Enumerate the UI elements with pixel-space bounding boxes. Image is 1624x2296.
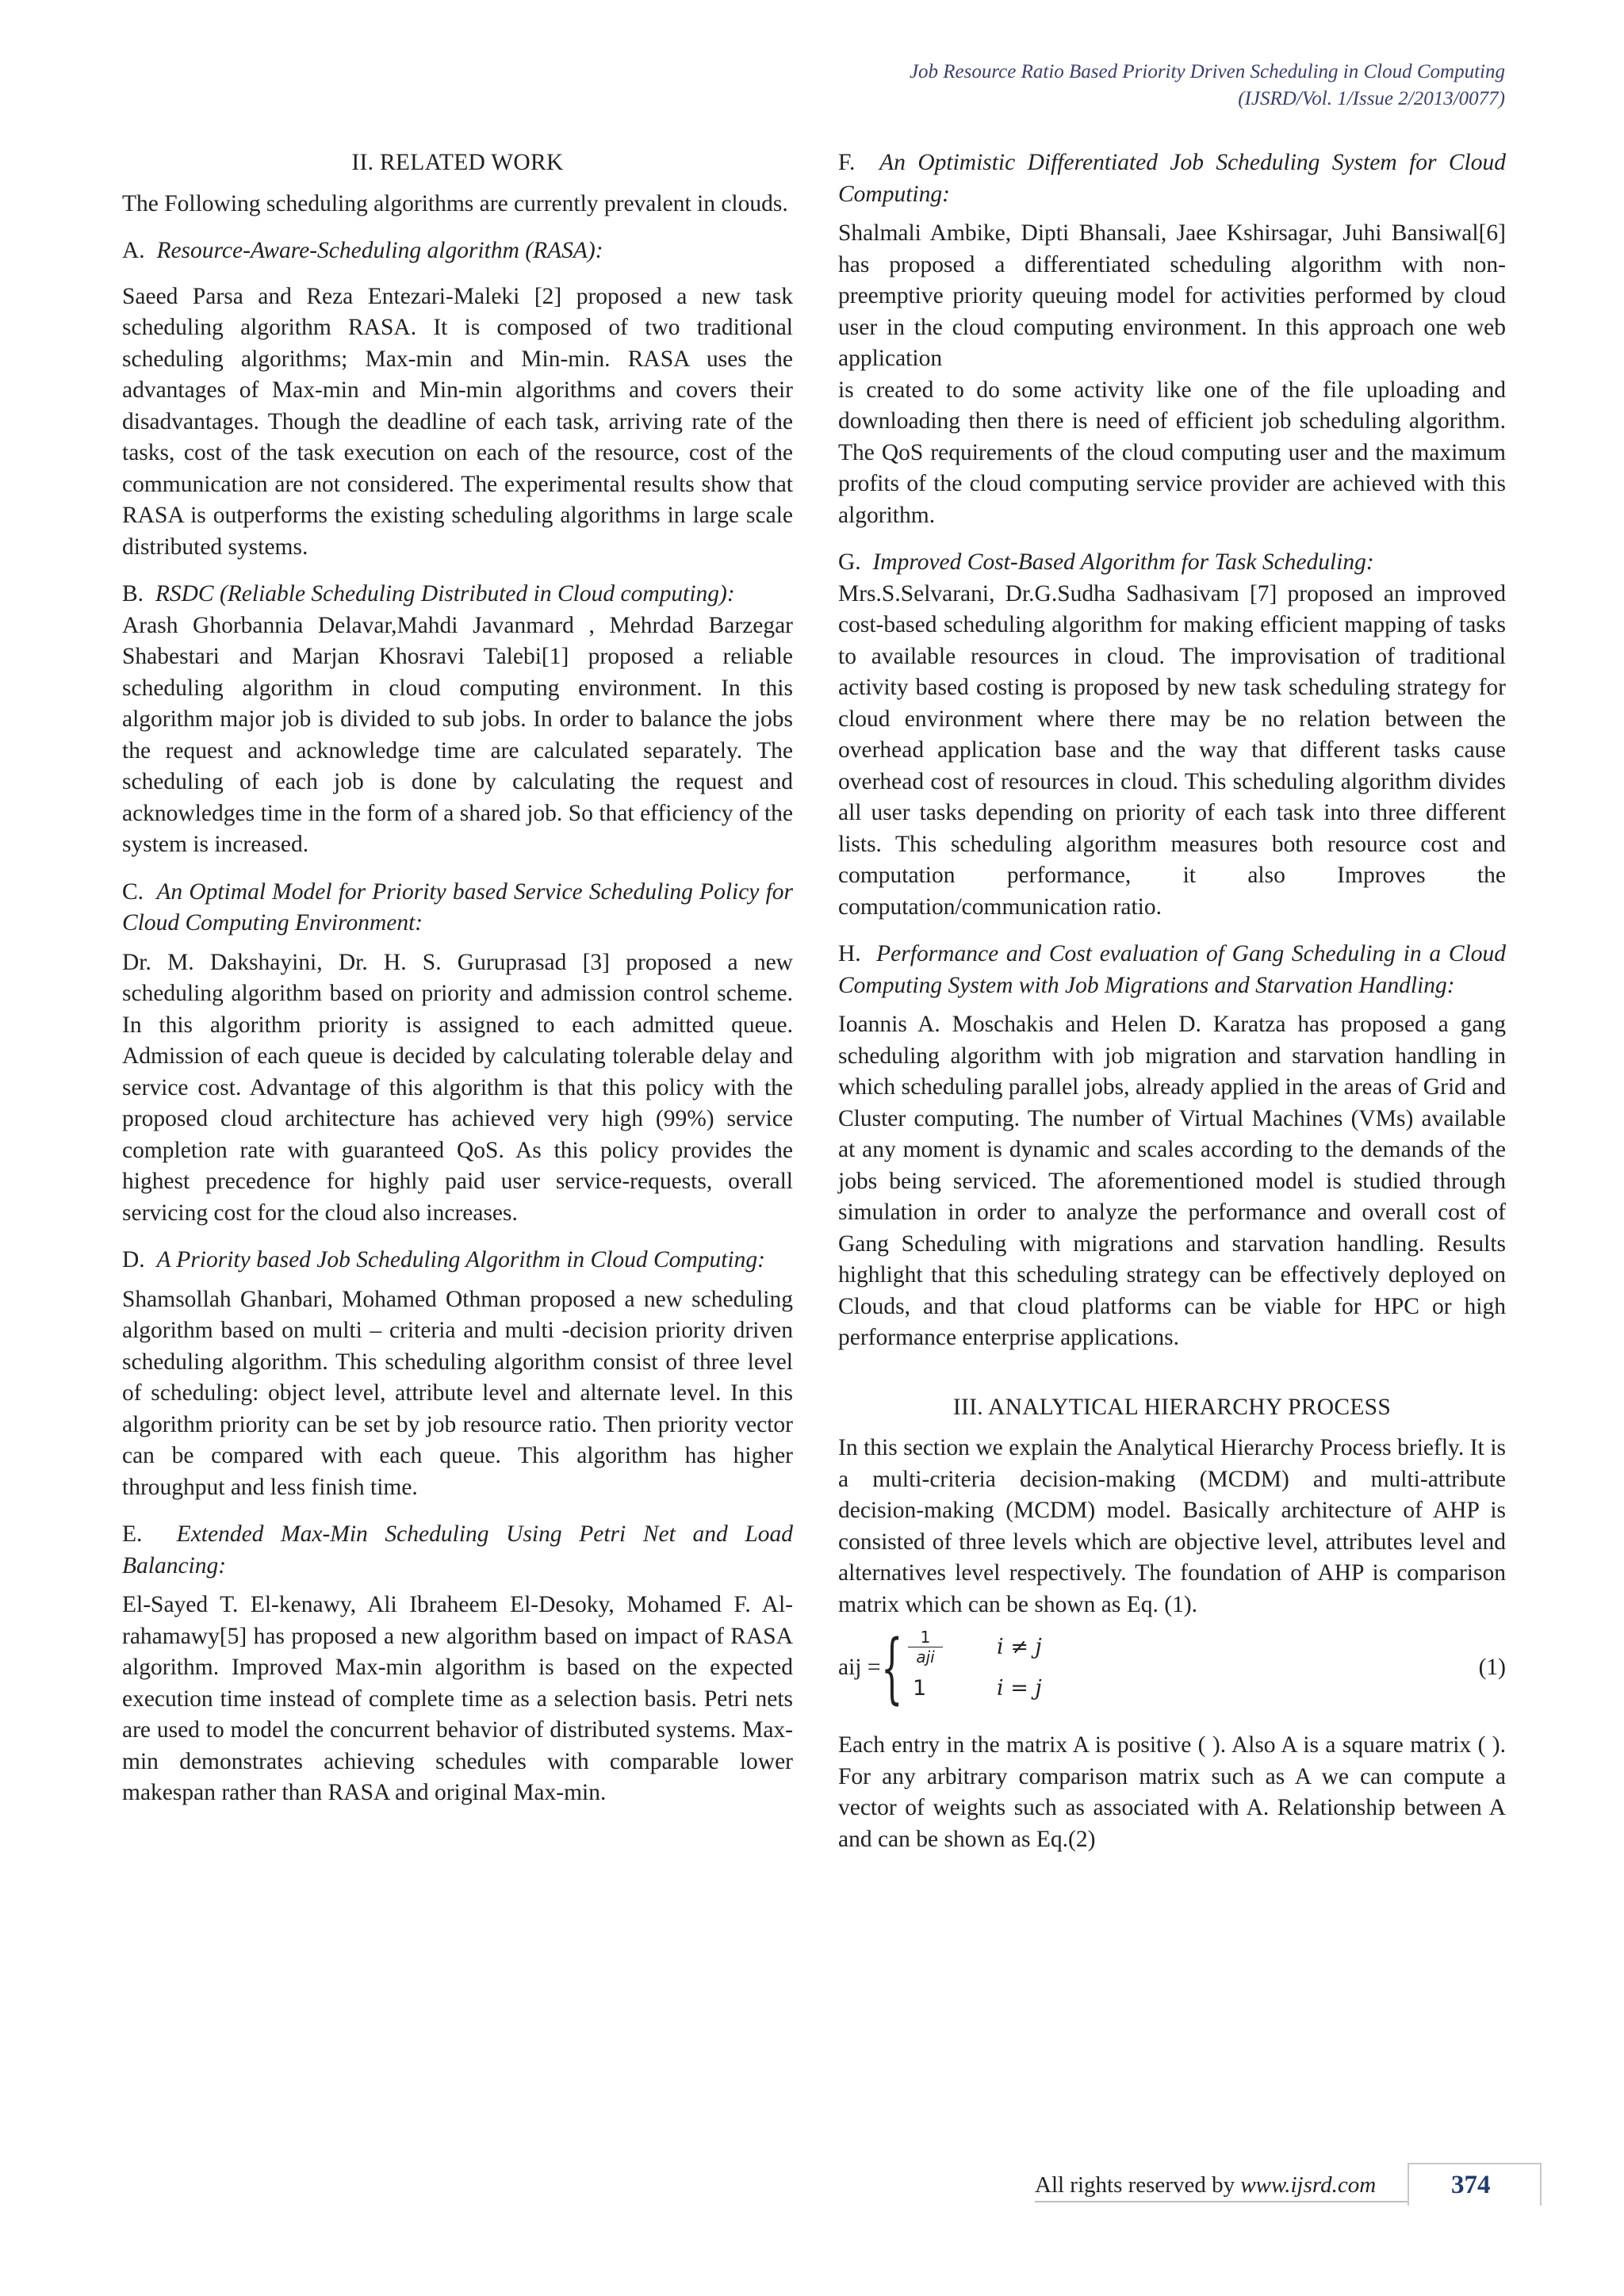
subsection-heading-e: E. Extended Max-Min Scheduling Using Petri Net and Load Balancing: — [122, 1521, 793, 1578]
section-intro: The Following scheduling algorithms are currently prevalent in clouds. — [122, 190, 788, 216]
equation-lhs: aij = — [838, 1655, 881, 1680]
ahp-matrix-text: Each entry in the matrix A is positive ( ). Also A is a square matrix ( ). For any arbitrary comparison matrix such as A we can compute a vector of weights such as associated with A. Relationship between A and can be shown as Eq.(2) — [838, 1732, 1506, 1852]
subsection-heading-g: G. Improved Cost-Based Algorithm for Task Scheduling: — [838, 549, 1374, 575]
ahp-intro: In this section we explain the Analytical Hierarchy Process briefly. It is a multi-criteria decision-making (MCDM) and multi-attribute decision-making (MCDM) model. Basically architecture of AHP is consisted of three levels which are objective level, attributes level and alternatives level respectively. The foundation of AHP is comparison matrix which can be shown as Eq. (1). — [838, 1435, 1506, 1617]
subsection-body-a: Saeed Parsa and Reza Entezari-Maleki [2] proposed a new task scheduling algorithm RASA. It is composed of two traditional scheduling algorithms; Max-min and Min-min. RASA uses the advantages of Max-min and Min-min algorithms and covers their disadvantages. Though the deadline of each task, arriving rate of the tasks, cost of the task execution on each of the resource, cost of the communication are not considered. The experimental results show that RASA is outperforms the existing scheduling algorithms in large scale distributed systems. — [122, 283, 793, 560]
footer-divider — [1035, 2201, 1408, 2202]
left-column — [122, 147, 793, 1825]
equation-number: (1) — [1478, 1655, 1506, 1680]
footer-copyright: All rights reserved by www.ijsrd.com — [1035, 2172, 1377, 2198]
equation-condition-1: i ≠ j — [997, 1635, 1042, 1659]
subsection-heading-b: B. RSDC (Reliable Scheduling Distributed in Cloud computing): — [122, 581, 735, 607]
equation-1 — [838, 1624, 1506, 1712]
equation-fraction — [908, 1628, 943, 1666]
subsection-heading-a: A. Resource-Aware-Scheduling algorithm (RASA): — [122, 238, 603, 263]
section-heading-related-work: II. RELATED WORK — [351, 150, 564, 175]
subsection-body-g: Mrs.S.Selvarani, Dr.G.Sudha Sadhasivam [7] proposed an improved cost-based scheduling algorithm for making efficient mapping of tasks to available resources in cloud. The improvisation of traditional activity based costing is proposed by new task scheduling strategy for cloud environment where there may be no relation between the overhead application base and the way that different tasks cause overhead cost of resources in cloud. This scheduling algorithm divides all user tasks depending on priority of each task into three different lists. This scheduling algorithm measures both resource cost and computation performance, it also Improves the computation/communication ratio. — [838, 580, 1506, 920]
section-heading-ahp: III. ANALYTICAL HIERARCHY PROCESS — [952, 1394, 1392, 1420]
subsection-heading-h: H. Performance and Cost evaluation of Gang Scheduling in a Cloud Computing System with Job Migrations and Starvation Handling: — [838, 941, 1507, 998]
equation-condition-2: i = j — [997, 1676, 1042, 1701]
subsection-body-h: Ioannis A. Moschakis and Helen D. Karatza has proposed a gang scheduling algorithm with job migration and starvation handling in which scheduling parallel jobs, already applied in the areas of Grid and Cluster computing. The number of Virtual Machines (VMs) available at any moment is dynamic and scales according to the demands of the jobs being serviced. The aforementioned model is studied through simulation in order to analyze the performance and overall cost of Gang Scheduling with migrations and starvation handling. Results highlight that this scheduling strategy can be effectively deployed on Clouds, and that cloud platforms can be viable for HPC or high performance enterprise applications. — [838, 1012, 1506, 1350]
fraction-denominator: aji — [916, 1647, 935, 1667]
subsection-body-b: Arash Ghorbannia Delavar,Mahdi Javanmard , Mehrdad Barzegar Shabestari and Marjan Khosravi Talebi[1] proposed a reliable scheduling algorithm in cloud computing environment. In this algorithm major job is divided to sub jobs. In order to balance the jobs the request and acknowledge time are calculated separately. The scheduling of each job is done by calculating the request and acknowledges time in the form of a shared job. So that efficiency of the system is increased. — [122, 612, 793, 857]
equation-brace: { — [881, 1624, 903, 1712]
subsection-body-d: Shamsollah Ghanbari, Mohamed Othman proposed a new scheduling algorithm based on multi – criteria and multi -decision priority driven scheduling algorithm. This scheduling algorithm consist of three level of scheduling: object level, attribute level and alternate level. In this algorithm priority can be set by job resource ratio. Then priority vector can be compared with each queue. This algorithm has higher throughput and less finish time. — [122, 1286, 793, 1500]
page-number: 374 — [1451, 2171, 1491, 2199]
subsection-body-e: El-Sayed T. El-kenawy, Ali Ibraheem El-Desoky, Mohamed F. Al-rahamawy[5] has proposed a new algorithm based on impact of RASA algorithm. Improved Max-min algorithm is based on the expected execution time instead of complete time as a selection basis. Petri nets are used to model the concurrent behavior of distributed systems. Max-min demonstrates achieving schedules with comparable lower makespan rather than RASA and original Max-min. — [122, 1592, 793, 1805]
header-issue: (IJSRD/Vol. 1/Issue 2/2013/0077) — [1238, 88, 1505, 109]
subsection-body-f-part2: is created to do some activity like one of the file uploading and downloading then there is need of efficient job scheduling algorithm. The QoS requirements of the cloud computing user and the maximum profits of the cloud computing service provider are achieved with this algorithm. — [838, 377, 1506, 528]
equation-case-2-value: 1 — [913, 1676, 927, 1701]
fraction-numerator: 1 — [920, 1628, 931, 1647]
subsection-body-f-part1: Shalmali Ambike, Dipti Bhansali, Jaee Kshirsagar, Juhi Bansiwal[6] has proposed a differentiated scheduling algorithm with non-preemptive priority queuing model for activities performed by cloud user in the cloud computing environment. In this approach one web application — [838, 220, 1506, 371]
header-title: Job Resource Ratio Based Priority Driven Scheduling in Cloud Computing — [909, 61, 1505, 82]
running-header — [910, 59, 1505, 113]
subsection-heading-f: F. An Optimistic Differentiated Job Scheduling System for Cloud Computing: — [838, 150, 1507, 207]
subsection-body-c: Dr. M. Dakshayini, Dr. H. S. Guruprasad [3] proposed a new scheduling algorithm based on priority and admission control scheme. In this algorithm priority is assigned to each admitted queue. Admission of each queue is decided by calculating tolerable delay and service cost. Advantage of this algorithm is that this policy with the proposed cloud architecture has achieved very high (99%) service completion rate with guaranteed QoS. As this policy provides the highest precedence for highly paid user service-requests, overall servicing cost for the cloud also increases. — [122, 949, 793, 1226]
subsection-heading-d: D. A Priority based Job Scheduling Algorithm in Cloud Computing: — [122, 1247, 765, 1272]
footer-site-link[interactable]: www.ijsrd.com — [1240, 2172, 1377, 2198]
subsection-heading-c: C. An Optimal Model for Priority based Service Scheduling Policy for Cloud Computing Environment: — [122, 878, 793, 936]
right-column — [838, 147, 1506, 1871]
